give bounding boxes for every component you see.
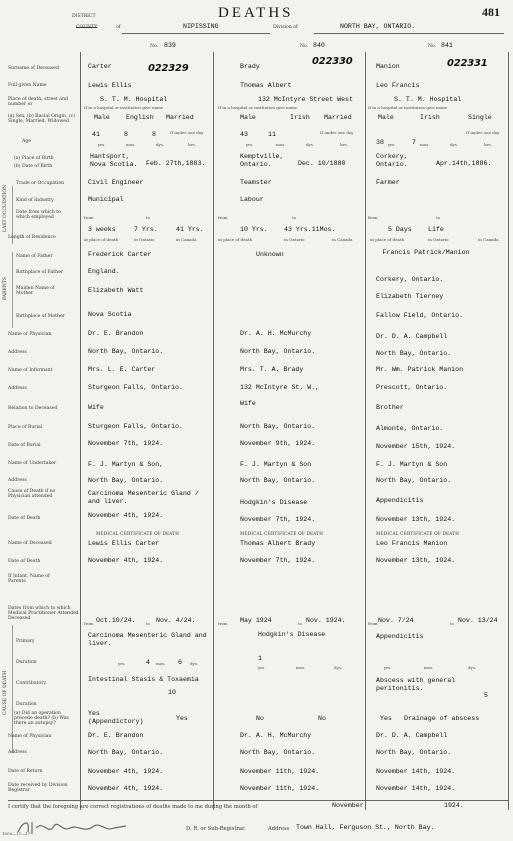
informant-address: Prescott, Ontario.	[376, 384, 448, 391]
unit-mos: mos.	[424, 665, 434, 670]
unit-to: to	[436, 215, 441, 220]
date-received: November 11th, 1924.	[240, 785, 320, 792]
place-of-burial: Almonte, Ontario.	[376, 425, 444, 432]
undertaker: F. J. Martyn & Son	[240, 461, 312, 468]
mother-birthplace: Nova Scotia	[88, 311, 132, 318]
physician-address-2: North Bay, Ontario.	[88, 749, 164, 756]
unit-dys: dys.	[468, 665, 477, 670]
unit-at-place: at place of death	[218, 237, 253, 242]
autopsy: Yes	[176, 715, 188, 722]
mother-name: Elizabeth Watt	[88, 287, 144, 294]
date-of-return: November 14th, 1924.	[376, 768, 456, 775]
unit-at-place: at place of death	[370, 237, 405, 242]
entry-no-label: No.	[300, 44, 309, 49]
unit-yrs: yrs.	[258, 665, 266, 670]
label-date-of-return: Date of Return	[8, 769, 43, 774]
relation: Wife	[88, 404, 104, 411]
cause-of-death-side-label: CAUSE OF DEATH	[3, 670, 8, 715]
under-one-day-note: If under one day	[170, 130, 204, 135]
age-days: 8	[152, 131, 156, 138]
date-of-burial: November 9th, 1924.	[240, 440, 316, 447]
unit-mos: mos.	[420, 142, 430, 147]
label-birthplace-father: Birthplace of Father	[16, 270, 64, 275]
entry-no: 839	[164, 42, 176, 49]
father-name: Francis Patrick/Manion	[382, 249, 470, 256]
physician-2: Dr. E. Brandon	[88, 732, 144, 739]
registration-stamp-number: 022329	[148, 63, 189, 74]
age-months: 8	[124, 131, 128, 138]
division-label: Division of	[273, 25, 298, 30]
physician-2: Dr. A. H. McMurchy	[240, 732, 312, 739]
given-name: Lewis Ellis	[88, 82, 132, 89]
birth-place: Hantsport, Nova Scotia.	[90, 153, 138, 168]
father-name: Frederick Carter	[88, 251, 152, 258]
undertaker-address: North Bay, Ontario.	[88, 477, 164, 484]
division-value: NORTH BAY, ONTARIO.	[340, 23, 416, 30]
attended-from: Nov. 7/24	[378, 617, 414, 624]
age-months: 7	[412, 139, 416, 146]
physician: Dr. A. H. McMurchy	[240, 330, 312, 337]
age-years: 38	[376, 139, 384, 146]
attended-to: Nov. 1924.	[306, 617, 346, 624]
marital-status: Married	[166, 114, 194, 121]
unit-from: from	[368, 215, 378, 220]
label-cause-no-physician: Cause of Death if no Physician attended	[8, 489, 56, 500]
label-mother: Maiden Name of Mother	[16, 286, 55, 297]
trade: Farmer	[376, 179, 400, 186]
unit-dys: dys.	[450, 142, 459, 147]
label-undertaker: Name of Undertaker	[8, 461, 57, 466]
undertaker: F. J. Martyn & Son,	[88, 461, 164, 468]
birth-date: Feb. 27th,1883.	[146, 160, 206, 167]
trade: Teamster	[240, 179, 272, 186]
physician-address: North Bay, Ontario.	[240, 348, 316, 355]
label-date-of-death: Date of Death	[8, 516, 41, 521]
label-residence: Length of Residence	[8, 235, 56, 240]
label-duration: Duration	[16, 660, 37, 665]
place-of-death: S. T. M. Hospital	[100, 96, 168, 103]
unit-yrs: yrs.	[98, 142, 106, 147]
contributory-duration: 5	[484, 692, 488, 699]
informant-address: 132 McIntyre St. W.,	[240, 384, 320, 391]
birth-date: Dec. 10/1880	[298, 160, 346, 167]
unit-mos: mos.	[276, 142, 286, 147]
registrar-signature	[14, 818, 134, 841]
unit-mos: mos.	[296, 665, 306, 670]
date-of-death-2: November 7th, 1924.	[240, 557, 316, 564]
residence-canada: 41 Yrs.	[176, 226, 204, 233]
contributory-cause: Intestinal Stasis & Toxaemia	[88, 676, 199, 683]
sex: Male	[378, 114, 394, 121]
entry-no: 841	[441, 42, 453, 49]
unit-in-ontario: in Ontario	[284, 237, 305, 242]
institution-note: If in a hospital or institution give name	[368, 105, 448, 110]
unit-from: from	[368, 621, 378, 626]
label-infant-parents: If Infant, Name of Parents	[8, 574, 50, 585]
label-deceased-name: Name of Deceased	[8, 541, 52, 546]
unit-dys: dys.	[306, 142, 315, 147]
residence-ontario: 7 Yrs.	[134, 226, 158, 233]
certify-month: November	[332, 802, 364, 809]
place-of-death: 132 McIntyre Street West	[258, 96, 353, 103]
place-of-burial: Sturgeon Falls, Ontario.	[88, 423, 183, 430]
label-date-received: Date received by Division Registrar	[8, 783, 68, 794]
unit-mos: mos.	[126, 142, 136, 147]
unit-mos: mos.	[156, 661, 166, 666]
father-name: Unknown	[256, 251, 284, 258]
physician-address-2: North Bay, Ontario.	[240, 749, 316, 756]
physician-address: North Bay, Ontario.	[88, 348, 164, 355]
physician-2: Dr. D. A. Campbell	[376, 732, 448, 739]
label-attended-dates: Dates from which to which Medical Practitioner Attended Deceased	[8, 606, 79, 622]
label-age: Age	[22, 139, 31, 144]
under-one-day-note: If under one day	[320, 130, 354, 135]
sex: Male	[94, 114, 110, 121]
label-operation-autopsy: (a) Did an operation precede death? (b) Was there an autopsy?	[14, 711, 69, 727]
address-label: Address	[268, 826, 290, 832]
sex: Male	[240, 114, 256, 121]
unit-dys: dys.	[156, 142, 165, 147]
label-relation: Relation to Deceased	[8, 406, 58, 411]
unit-in-ontario: in Ontario	[134, 237, 155, 242]
marital-status: Married	[324, 114, 352, 121]
attended-from: May 1924	[240, 617, 272, 624]
birth-place: Corkery, Ontario.	[376, 153, 408, 168]
unit-to: to	[450, 621, 455, 626]
physician: Dr. E. Brandon	[88, 330, 144, 337]
deceased-name: Lewis Ellis Carter	[88, 540, 160, 547]
racial-origin: Irish	[420, 114, 440, 121]
residence-ontario: 43 Yrs.11Mos.	[284, 226, 336, 233]
primary-cause: Appendicitis	[376, 633, 424, 640]
physician-address-2: North Bay, Ontario.	[376, 749, 452, 756]
label-place-of-birth: (a) Place of Birth	[14, 156, 54, 161]
unit-to: to	[292, 215, 297, 220]
attended-from: Oct.10/24.	[96, 617, 136, 624]
unit-hrs: hrs.	[484, 142, 492, 147]
cause-short: Appendicitis	[376, 497, 424, 504]
informant: Mrs. L. E. Carter	[88, 366, 156, 373]
residence-place: 5 Days	[388, 226, 412, 233]
unit-to: to	[146, 621, 151, 626]
label-physician-2: Name of Physician	[8, 734, 52, 739]
unit-to: to	[298, 621, 303, 626]
father-birthplace: Corkery, Ontario.	[376, 276, 444, 283]
unit-from: from	[218, 621, 228, 626]
racial-origin: English	[126, 114, 154, 121]
unit-in-canada: in Canada	[176, 237, 197, 242]
given-name: Leo Francis	[376, 82, 420, 89]
cause-short: Carcinoma Mesenteric Gland / and liver.	[88, 490, 199, 505]
date-of-return: November 11th, 1924.	[240, 768, 320, 775]
physician: Dr. D. A. Campbell	[376, 333, 448, 340]
label-informant: Name of Informant	[8, 368, 53, 373]
unit-from: from	[84, 621, 94, 626]
unit-in-canada: in Canada	[332, 237, 353, 242]
racial-origin: Irish	[290, 114, 310, 121]
contributory-duration: 10	[168, 689, 176, 696]
industry: Municipal	[88, 196, 124, 203]
registration-stamp-number: 022330	[312, 56, 353, 67]
last-occupation-side-label: LAST OCCUPATION	[3, 184, 8, 232]
parents-side-label: PARENTS	[3, 276, 8, 300]
attended-to: Nov. 4/24.	[156, 617, 196, 624]
date-of-death: November 7th, 1924.	[240, 516, 316, 523]
surname: Manion	[376, 63, 400, 70]
surname: Brady	[240, 63, 260, 70]
county-label: COUNTY	[76, 25, 98, 30]
label-undertaker-address: Address	[8, 478, 27, 483]
label-surname: Surname of Deceased	[8, 66, 59, 71]
mother-name: Elizabeth Tierney	[376, 293, 444, 300]
physician-address: North Bay, Ontario.	[376, 350, 452, 357]
label-date-of-birth: (b) Date of Birth	[14, 164, 53, 169]
date-of-death-2: November 4th, 1924.	[88, 557, 164, 564]
entry-no-label: No.	[150, 44, 159, 49]
under-one-day-note: If under one day	[466, 130, 500, 135]
of-label: of	[116, 25, 121, 30]
label-contributory: Contributory	[16, 681, 47, 686]
label-place-of-burial: Place of Burial	[8, 425, 43, 430]
certify-statement: I certify that the foregoing are correct registrations of deaths made to me during the month of	[8, 804, 258, 810]
undertaker: F. J. Martyn & Son	[376, 461, 448, 468]
date-received: November 4th, 1924.	[88, 785, 164, 792]
duration-days: 6	[178, 659, 182, 666]
unit-at-place: at place of death	[84, 237, 119, 242]
institution-note: If in a hospital or institution give name	[218, 105, 298, 110]
registration-stamp-number: 022331	[447, 58, 488, 69]
contributory-cause: Abscess with general peritonitis.	[376, 677, 456, 692]
date-of-death: November 4th, 1924.	[88, 512, 164, 519]
registrar-label: D. R. or Sub-Registrar.	[186, 826, 246, 832]
label-sex-race-status: (a) Sex, (b) Racial Origin, (c) Single, Married, Widowed	[8, 114, 76, 125]
unit-dys: dys.	[190, 661, 199, 666]
informant: Mr. Wm. Patrick Manion	[376, 366, 464, 373]
unit-yrs: yrs.	[246, 142, 254, 147]
unit-in-ontario: in Ontario	[428, 237, 449, 242]
mother-birthplace: Fallow Field, Ontario.	[376, 312, 464, 319]
label-industry: Kind of Industry	[16, 198, 54, 203]
birth-date: Apr.14th,1886.	[436, 160, 492, 167]
date-of-death: November 13th, 1924.	[376, 516, 456, 523]
medical-certificate-header: MEDICAL CERTIFICATE OF DEATH	[376, 531, 460, 536]
unit-from: from	[84, 215, 94, 220]
district-label: DISTRICT	[72, 14, 96, 19]
autopsy: No	[318, 715, 326, 722]
age-months: 11	[268, 131, 276, 138]
primary-cause: Carcinoma Mesenteric Gland and liver.	[88, 632, 207, 647]
label-date-of-burial: Date of Burial	[8, 443, 41, 448]
district-value: NIPISSING	[183, 23, 219, 30]
label-father: Name of Father	[16, 254, 53, 259]
label-physician: Name of Physician	[8, 332, 52, 337]
undertaker-address: North Bay, Ontario.	[376, 477, 452, 484]
place-of-burial: North Bay, Ontario.	[240, 423, 316, 430]
label-birthplace-mother: Birthplace of Mother	[16, 314, 65, 319]
unit-hrs: hrs.	[188, 142, 196, 147]
unit-yrs: yrs.	[388, 142, 396, 147]
label-primary: Primary	[16, 639, 35, 644]
label-duration-2: Duration	[16, 702, 37, 707]
age-years: 41	[92, 131, 100, 138]
unit-from: from	[218, 215, 228, 220]
informant: Mrs. T. A. Brady	[240, 366, 304, 373]
surname: Carter	[88, 63, 112, 70]
undertaker-address: North Bay, Ontario.	[240, 477, 316, 484]
autopsy: Drainage of abscess	[404, 715, 480, 722]
label-physician-address: Address	[8, 350, 27, 355]
father-birthplace: England.	[88, 268, 120, 275]
primary-cause: Hodgkin's Disease	[258, 631, 326, 638]
certify-year: 1924.	[444, 802, 464, 809]
given-name: Thomas Albert	[240, 82, 292, 89]
informant-address: Sturgeon Falls, Ontario.	[88, 384, 183, 391]
form-number: 1000—11—17	[2, 831, 31, 836]
label-given-name: Full given Name	[8, 83, 47, 88]
operation: Yes (Appendictory)	[88, 710, 144, 725]
label-trade: Trade or Occupation	[16, 181, 65, 186]
unit-in-canada: in Canada	[478, 237, 499, 242]
unit-yrs: yrs.	[118, 661, 126, 666]
institution-note: If in a hospital or institution give name	[84, 105, 164, 110]
medical-certificate-header: MEDICAL CERTIFICATE OF DEATH	[96, 531, 180, 536]
age-years: 43	[240, 131, 248, 138]
deceased-name: Leo Francis Manion	[376, 540, 448, 547]
operation: Yes	[380, 715, 392, 722]
attended-to: Nov. 13/24	[458, 617, 498, 624]
date-received: November 14th, 1924.	[376, 785, 456, 792]
place-of-death: S. T. M. Hospital	[394, 96, 462, 103]
duration-years: 1	[258, 655, 262, 662]
label-date-employed: Date from which to which employed	[16, 210, 61, 221]
unit-yrs: yrs.	[384, 665, 392, 670]
entry-no: 840	[313, 42, 325, 49]
relation: Wife	[240, 400, 256, 407]
page-number: 481	[482, 5, 500, 19]
medical-certificate-header: MEDICAL CERTIFICATE OF DEATH	[240, 531, 324, 536]
label-informant-address: Address	[8, 386, 27, 391]
deceased-name: Thomas Albert Brady	[240, 540, 316, 547]
date-of-burial: November 7th, 1924.	[88, 440, 164, 447]
unit-hrs: hrs.	[340, 142, 348, 147]
relation: Brother	[376, 404, 404, 411]
operation: No	[256, 715, 264, 722]
unit-to: to	[146, 215, 151, 220]
label-place-of-death: Place of death, street and number or	[8, 97, 68, 108]
label-physician-address-2: Address	[8, 750, 27, 755]
date-of-death-2: November 13th, 1924.	[376, 557, 456, 564]
residence-place: 3 weeks	[88, 226, 116, 233]
industry: Labour	[240, 196, 264, 203]
cause-short: Hodgkin's Disease	[240, 499, 308, 506]
trade: Civil Engineer	[88, 179, 144, 186]
date-of-burial: November 15th, 1924.	[376, 443, 456, 450]
marital-status: Single	[468, 114, 492, 121]
birth-place: Kemptville, Ontario.	[240, 153, 284, 168]
page-title: DEATHS	[218, 5, 294, 21]
unit-dys: dys.	[334, 665, 343, 670]
date-of-return: November 4th, 1924.	[88, 768, 164, 775]
residence-place: 10 Yrs.	[240, 226, 268, 233]
entry-no-label: No.	[428, 44, 437, 49]
label-date-of-death-2: Date of Death	[8, 559, 41, 564]
address-value: Town Hall, Ferguson St., North Bay.	[296, 824, 435, 831]
residence-ontario: Life	[428, 226, 444, 233]
duration-months: 4	[146, 659, 150, 666]
